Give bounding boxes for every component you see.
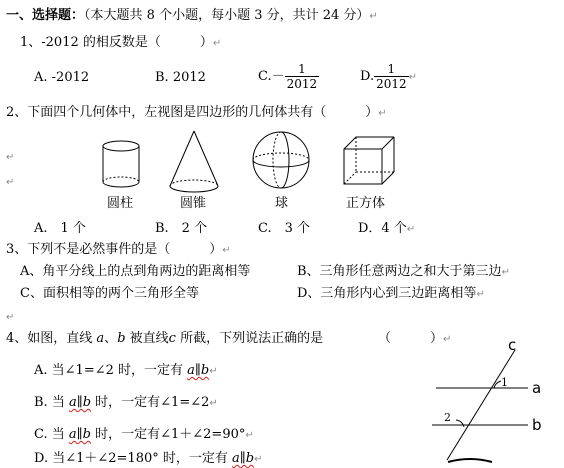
solid-label-cube: 正方体 <box>346 196 386 211</box>
line-c <box>447 350 515 460</box>
q3-option-d: D、三角形内心到三边距离相等↵ <box>297 286 485 301</box>
q1-stem: 1、-2012 的相反数是（ ）↵ <box>20 35 222 50</box>
solid-label-cylinder: 圆柱 <box>107 196 134 211</box>
solid-label-sphere: 球 <box>275 196 289 211</box>
q2-option-b: B. 2 个 <box>155 221 208 236</box>
section-note: （本大题共 8 个小题，每小题 3 分，共计 24 分） <box>84 8 370 23</box>
angle-2-arc <box>456 420 464 427</box>
q4-option-c: C. 当 a∥b 时，一定有∠1＋∠2=90°↵ <box>34 427 254 442</box>
q4-answer-paren: （ ）↵ <box>378 331 452 346</box>
line-c-label: c <box>508 336 517 354</box>
q2-option-a: A. 1 个 <box>34 221 86 236</box>
angle-1-label: 1 <box>501 376 508 389</box>
q1-option-c: C.－ $\frac{1}{2012}$ <box>258 62 318 91</box>
q2-option-d: D．4 个↵ <box>358 221 416 236</box>
q2-option-c: C. 3 个 <box>258 221 311 236</box>
q1-option-b: B. 2012 <box>155 70 206 85</box>
q3-option-c: C、面积相等的两个三角形全等 <box>20 286 199 301</box>
section-header: 一、选择题：（本大题共 8 个小题，每小题 3 分，共计 24 分）↵ <box>6 8 378 23</box>
q4-option-d: D. 当∠1＋∠2=180° 时，一定有 a∥b↵ <box>34 451 263 466</box>
q1-c-fraction: $\frac{1}{2012}$ <box>286 62 318 91</box>
q4-option-b: B. 当 a∥b 时，一定有∠1=∠2↵ <box>34 395 218 410</box>
q4-stem: 4、如图，直线 a、b 被直线c 所截，下列说法正确的是 <box>6 331 324 346</box>
q3-stem: 3、下列不是必然事件的是（ ）↵ <box>6 242 231 257</box>
q4-option-a: A. 当∠1=∠2 时，一定有 a∥b↵ <box>34 363 218 378</box>
line-a-label: a <box>532 379 542 397</box>
angle-2-label: 2 <box>444 411 451 424</box>
q3-option-b: B、三角形任意两边之和大于第三边↵ <box>297 264 510 279</box>
q3-option-a: A、角平分线上的点到角两边的距离相等 <box>20 264 251 279</box>
q2-stem: 2、下面四个几何体中，左视图是四边形的几何体共有（ ）↵ <box>6 105 387 120</box>
q1-option-d: D. $\frac{1}{2012}$ ↵ <box>360 62 418 91</box>
section-title: 一、选择题 <box>6 8 72 23</box>
solid-label-cone: 圆锥 <box>180 196 207 211</box>
line-b-label: b <box>532 416 542 434</box>
q1-d-fraction: $\frac{1}{2012}$ <box>376 62 407 91</box>
q1-option-a: A. -2012 <box>34 70 90 85</box>
